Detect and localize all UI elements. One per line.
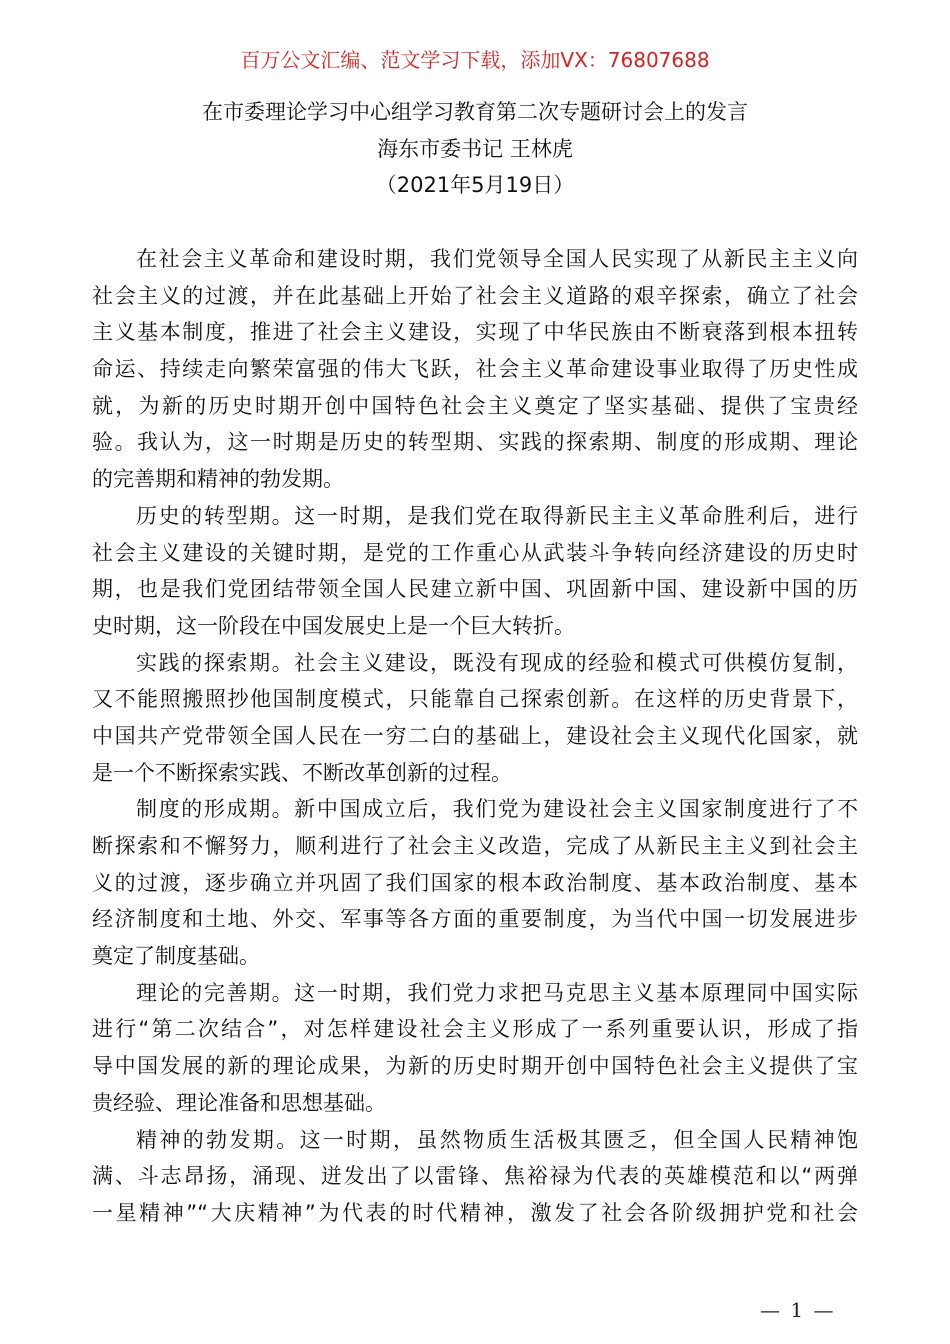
paragraph-line: 就，为新的历史时期开创中国特色社会主义奠定了坚实基础、提供了宝贵经 <box>92 393 858 418</box>
paragraph-line: 实践的探索期。社会主义建设，既没有现成的经验和模式可供模仿复制， <box>136 650 858 675</box>
paragraph <box>92 1122 858 1232</box>
paragraph-line: 史时期，这一阶段在中国发展史上是一个巨大转折。 <box>92 613 575 638</box>
paragraph-line: 主义基本制度，推进了社会主义建设，实现了中华民族由不断衰落到根本扭转 <box>92 320 858 345</box>
paragraph-line: 贵经验、理论准备和思想基础。 <box>92 1090 386 1115</box>
paragraph-line: 验。我认为，这一时期是历史的转型期、实践的探索期、制度的形成期、理论 <box>92 430 858 455</box>
paragraph-line: 经济制度和土地、外交、军事等各方面的重要制度，为当代中国一切发展进步 <box>92 907 858 932</box>
paragraph-line: 又不能照搬照抄他国制度模式，只能靠自己探索创新。在这样的历史背景下， <box>92 687 858 712</box>
paragraph-line: 在社会主义革命和建设时期，我们党领导全国人民实现了从新民主主义向 <box>136 247 858 271</box>
paragraph <box>92 241 858 498</box>
paragraph-line: 社会主义建设的关键时期，是党的工作重心从武装斗争转向经济建设的历史时 <box>92 540 858 565</box>
document-date: （2021年5月19日） <box>375 173 575 197</box>
paragraph-line: 满、斗志昂扬，涌现、迸发出了以雷锋、焦裕禄为代表的英雄模范和以“两弹 <box>92 1164 858 1189</box>
paragraph-line: 期，也是我们党团结带领全国人民建立新中国、巩固新中国、建设新中国的历 <box>92 577 858 602</box>
paragraph-line: 社会主义的过渡，并在此基础上开始了社会主义道路的艰辛探索，确立了社会 <box>92 283 858 308</box>
paragraph-line: 进行“第二次结合”，对怎样建设社会主义形成了一系列重要认识，形成了指 <box>92 1017 858 1042</box>
paragraph-line: 义的过渡，逐步确立并巩固了我们国家的根本政治制度、基本政治制度、基本 <box>92 870 858 895</box>
paragraph-line: 理论的完善期。这一时期，我们党力求把马克思主义基本原理同中国实际 <box>136 980 858 1005</box>
paragraph-line: 中国共产党带领全国人民在一穷二白的基础上，建设社会主义现代化国家，就 <box>92 723 858 748</box>
paragraph-line: 是一个不断探索实践、不断改革创新的过程。 <box>92 760 512 785</box>
paragraph-line: 精神的勃发期。这一时期，虽然物质生活极其匮乏，但全国人民精神饱 <box>136 1127 858 1152</box>
paragraph <box>92 975 858 1122</box>
watermark-text: 百万公文汇编、范文学习下载，添加VX：76807688 <box>240 48 710 72</box>
paragraph-line: 导中国发展的新的理论成果，为新的历史时期开创中国特色社会主义提供了宝 <box>92 1054 858 1079</box>
paragraph-line: 的完善期和精神的勃发期。 <box>92 467 344 492</box>
document-title: 在市委理论学习中心组学习教育第二次专题研讨会上的发言 <box>202 100 748 124</box>
paragraph-line: 奠定了制度基础。 <box>92 944 260 969</box>
paragraph <box>92 645 858 792</box>
paragraph <box>92 791 858 974</box>
document-body <box>92 241 858 1232</box>
paragraph <box>92 498 858 645</box>
paragraph-line: 命运、持续走向繁荣富强的伟大飞跃，社会主义革命建设事业取得了历史性成 <box>92 357 858 382</box>
page-number: — 1 — <box>760 1298 836 1322</box>
paragraph-line: 断探索和不懈努力，顺利进行了社会主义改造，完成了从新民主主义到社会主 <box>92 834 858 858</box>
paragraph-line: 制度的形成期。新中国成立后，我们党为建设社会主义国家制度进行了不 <box>136 797 858 822</box>
document-author: 海东市委书记 王林虎 <box>377 137 573 161</box>
paragraph-line: 历史的转型期。这一时期，是我们党在取得新民主主义革命胜利后，进行 <box>136 503 858 528</box>
paragraph-line: 一星精神”“大庆精神”为代表的时代精神，激发了社会各阶级拥护党和社会 <box>92 1200 858 1225</box>
